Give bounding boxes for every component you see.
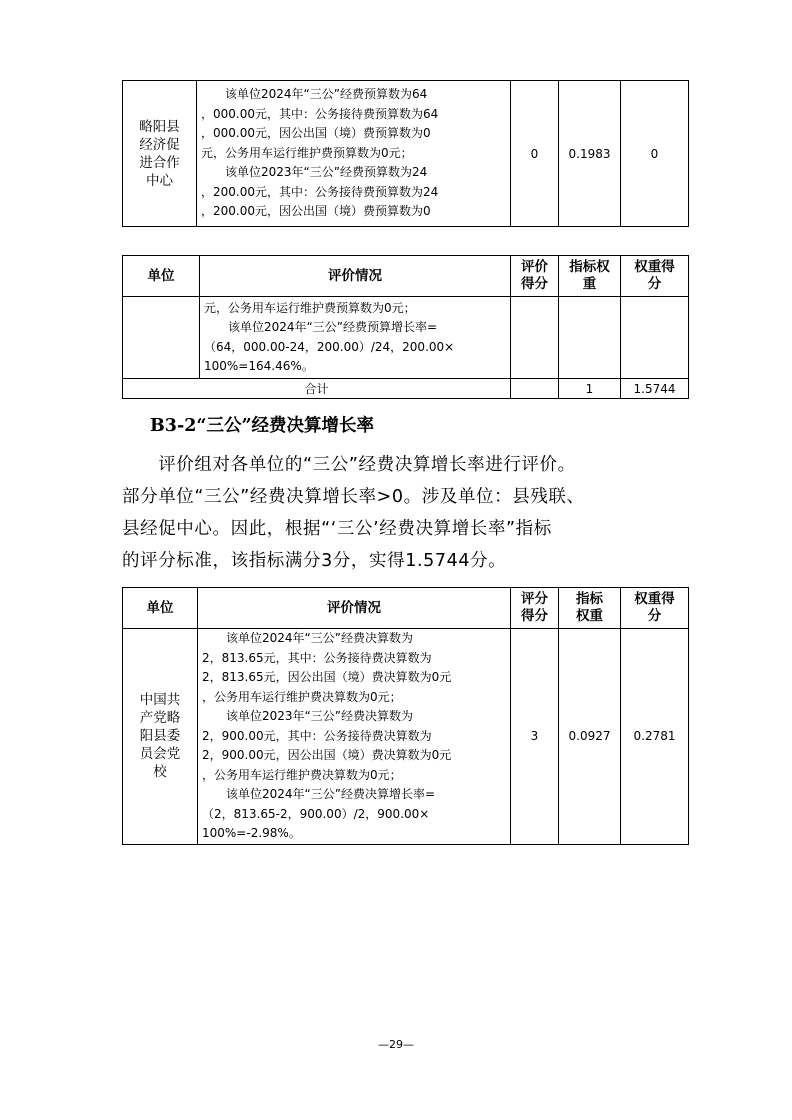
evaluation-line: 该单位2024年“三公”经费决算增长率= <box>202 787 436 801</box>
header-line: 分 <box>647 608 662 624</box>
unit-cell <box>123 81 197 227</box>
total-label: 合计 <box>123 379 511 399</box>
evaluation-line: 该单位2024年“三公”经费预算数为64 <box>201 87 428 102</box>
header-unit: 单位 <box>123 588 198 629</box>
unit-line: 中国共 <box>139 692 181 709</box>
header-line: 重 <box>582 276 597 292</box>
header-score <box>511 588 559 629</box>
table-header-row <box>123 588 689 629</box>
evaluation-line: （64，000.00-24，200.00）/24，200.00× <box>204 339 455 354</box>
unit-line: 略阳县 <box>139 118 180 135</box>
evaluation-line: ，公务用车运行维护费决算数为0元； <box>202 689 402 704</box>
weight-cell: 0.1983 <box>559 81 621 227</box>
unit-line: 校 <box>153 764 167 781</box>
table-row <box>123 81 689 227</box>
page-number: —29— <box>378 1038 414 1051</box>
unit-line: 中心 <box>146 172 173 189</box>
unit-line: 阳县委 <box>139 728 181 745</box>
final-accounts-table <box>122 587 689 845</box>
paragraph-line: 的评分标准，该指标满分3分，实得1.5744分。 <box>122 551 507 571</box>
header-line: 得分 <box>521 608 548 624</box>
evaluation-line: ，200.00元，其中：公务接待费预算数为24 <box>201 184 439 199</box>
header-weight <box>559 588 621 629</box>
section-paragraph <box>122 449 688 577</box>
header-weighted-score <box>621 588 689 629</box>
unit-line: 进合作 <box>139 154 180 171</box>
evaluation-line: 2，813.65元，因公出国（境）费决算数为0元 <box>202 670 452 684</box>
total-row <box>123 379 689 399</box>
weight-cell <box>559 297 621 379</box>
evaluation-line: ，200.00元，因公出国（境）费预算数为0 <box>201 204 431 219</box>
weighted-score-cell: 0.2781 <box>621 629 689 845</box>
header-weighted-score <box>621 256 689 297</box>
header-line: 评价 <box>521 259 548 275</box>
unit-cell <box>123 297 200 379</box>
evaluation-line: 元，公务用车运行维护费预算数为0元； <box>201 145 413 160</box>
total-score-cell <box>511 379 559 399</box>
weighted-score-cell: 0 <box>621 81 689 227</box>
header-line: 指标 <box>576 591 603 607</box>
evaluation-line: 100%=164.46%。 <box>204 359 314 373</box>
header-line: 权重得 <box>634 591 675 607</box>
header-evaluation: 评价情况 <box>198 588 511 629</box>
evaluation-line: 该单位2023年“三公”经费预算数为24 <box>201 165 428 180</box>
evaluation-line: ，公务用车运行维护费决算数为0元； <box>202 767 402 782</box>
score-cell: 3 <box>511 629 559 845</box>
table-row <box>123 629 689 845</box>
evaluation-line: 2，900.00元，其中：公务接待费决算数为 <box>202 728 432 743</box>
weighted-score-cell <box>621 297 689 379</box>
header-line: 权重得 <box>634 259 675 275</box>
paragraph-line: 评价组对各单位的“三公”经费决算增长率进行评价。 <box>122 455 576 475</box>
header-line: 指标权 <box>569 259 610 275</box>
unit-cell <box>123 629 198 845</box>
budget-table-continued <box>122 80 689 227</box>
header-line: 得分 <box>521 276 548 292</box>
table-header-row <box>123 256 689 297</box>
evaluation-cell <box>200 297 511 379</box>
header-unit: 单位 <box>123 256 200 297</box>
evaluation-line: 100%=-2.98%。 <box>202 826 301 840</box>
unit-line: 产党略 <box>139 710 181 727</box>
total-weight: 1 <box>559 379 621 399</box>
header-line: 评分 <box>521 591 548 607</box>
paragraph-line: 县经促中心。因此，根据“‘三公’经费决算增长率”指标 <box>122 519 552 539</box>
evaluation-line: ，000.00元，其中：公务接待费预算数为64 <box>201 106 439 121</box>
score-cell <box>511 297 559 379</box>
evaluation-line: 该单位2023年“三公”经费决算数为 <box>202 709 413 723</box>
header-line: 分 <box>647 276 662 292</box>
total-weighted-score: 1.5744 <box>621 379 689 399</box>
section-heading: B3-2“三公”经费决算增长率 <box>150 416 375 436</box>
evaluation-line: 2，813.65元，其中：公务接待费决算数为 <box>202 650 432 665</box>
evaluation-cell <box>197 81 511 227</box>
table-row <box>123 297 689 379</box>
evaluation-line: 元，公务用车运行维护费预算数为0元； <box>204 300 416 315</box>
evaluation-line: ，000.00元，因公出国（境）费预算数为0 <box>201 126 431 141</box>
paragraph-line: 部分单位“三公”经费决算增长率>0。涉及单位：县残联、 <box>122 487 585 507</box>
header-evaluation: 评价情况 <box>200 256 511 297</box>
budget-table-tail <box>122 255 689 399</box>
evaluation-line: （2，813.65-2，900.00）/2，900.00× <box>202 806 430 821</box>
weight-cell: 0.0927 <box>559 629 621 845</box>
evaluation-cell <box>198 629 511 845</box>
unit-line: 员会党 <box>139 746 181 763</box>
evaluation-line: 2，900.00元，因公出国（境）费决算数为0元 <box>202 748 452 762</box>
evaluation-line: 该单位2024年“三公”经费决算数为 <box>202 631 413 645</box>
evaluation-line: 该单位2024年“三公”经费预算增长率= <box>204 320 438 334</box>
header-weight <box>559 256 621 297</box>
unit-line: 经济促 <box>139 136 180 153</box>
header-score <box>511 256 559 297</box>
header-line: 权重 <box>576 608 603 624</box>
score-cell: 0 <box>511 81 559 227</box>
